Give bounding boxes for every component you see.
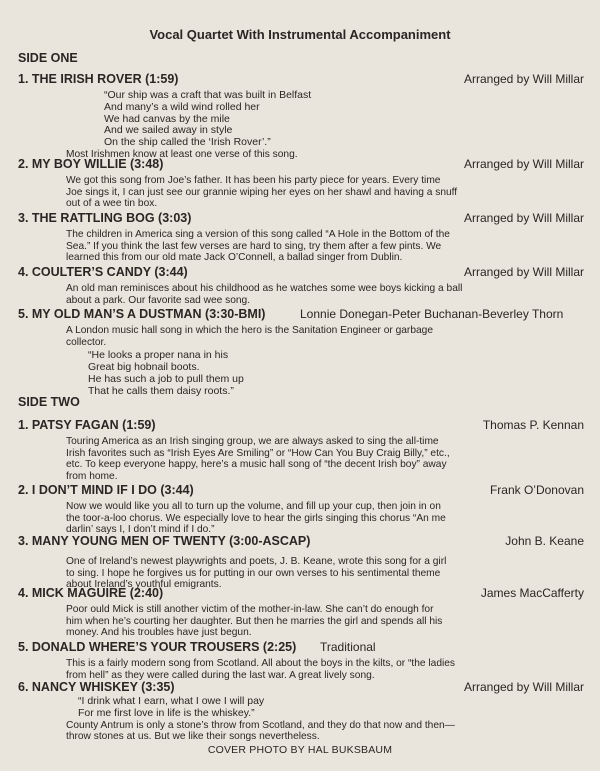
track-credit: Arranged by Will Millar: [463, 72, 584, 86]
track-side1-2: [18, 157, 584, 210]
track-credit: Arranged by Will Millar: [463, 157, 584, 171]
track-description: The children in America sing a version of this song called “A Hole in the Bottom of the Sea.” If you think the last few verses are hard to sing, try them after a few pints. We learned this from our old mate Jack O’Connell, a ballad singer from Dublin.: [66, 229, 450, 264]
track-description: One of Ireland’s newest playwrights and poets, J. B. Keane, wrote this song for a girl to sing. I hope he forgives us for putting in our own verses to his sentimental theme about Ireland’s youthful emigrants.: [66, 556, 447, 591]
track-title: 3. THE RATTLING BOG (3:03): [18, 211, 192, 225]
track-description: A London music hall song in which the hero is the Sanitation Engineer or garbage collector.: [66, 325, 433, 348]
track-title: 1. PATSY FAGAN (1:59): [18, 418, 156, 432]
track-side1-1: [18, 72, 584, 161]
track-credit: Arranged by Will Millar: [463, 265, 584, 279]
track-note: Most Irishmen know at least one verse of this song.: [66, 148, 298, 160]
track-credit: Thomas P. Kennan: [482, 418, 584, 432]
track-title: 5. MY OLD MAN’S A DUSTMAN (3:30-BMI): [18, 307, 266, 321]
track-description: Poor ould Mick is still another victim of the mother-in-law. She can’t do enough for him when he’s courting her daughter. But then he marries the girl and spends all his money. And his troubles have just begun.: [66, 604, 443, 639]
track-description: Touring America as an Irish singing group, we are always asked to sing the all-time Irish favorites such as “Irish Eyes Are Smiling” or “How Can You Buy Craig Billy,” etc., etc. To keep everyone happy, here’s a music hall song of “the decent Irish boy” away from home.: [66, 436, 450, 482]
track-title: 3. MANY YOUNG MEN OF TWENTY (3:00-ASCAP): [18, 534, 311, 548]
side-two-heading: SIDE TWO: [18, 395, 80, 409]
track-side2-4: [18, 586, 584, 639]
track-title: 4. MICK MAGUIRE (2:40): [18, 586, 164, 600]
track-description: This is a fairly modern song from Scotland. All about the boys in the kilts, or “the ladies from hell” as they were called during the last war. A great lively song.: [66, 658, 456, 681]
track-lyrics: “He looks a proper nana in his Great big hobnail boots. He has such a job to pull them up That he calls them daisy roots.”: [88, 349, 244, 397]
track-side2-6: [18, 680, 584, 743]
track-title: 2. MY BOY WILLIE (3:48): [18, 157, 164, 171]
track-side2-2: [18, 483, 584, 536]
track-description: An old man reminisces about his childhood as he watches some wee boys kicking a ball about a park. Our favorite sad wee song.: [66, 283, 463, 306]
track-lyrics: “I drink what I earn, what I owe I will pay For me first love in life is the whiskey.”: [78, 695, 265, 719]
track-side1-5: [18, 307, 584, 397]
track-credit: Frank O’Donovan: [489, 483, 584, 497]
track-note: County Antrum is only a stone’s throw from Scotland, and they do that now and then— throw stones at us. But we like their songs nevertheless.: [66, 719, 455, 743]
track-description: Now we would like you all to turn up the volume, and fill up your cup, then join in on the toor-a-loo chorus. We especially love to hear the girls singing this chorus “An me darlin’ says I, I don’t mind if I do.”: [66, 501, 446, 536]
track-side2-1: [18, 418, 584, 482]
track-title: 2. I DON’T MIND IF I DO (3:44): [18, 483, 194, 497]
track-credit: Traditional: [320, 640, 376, 654]
track-side2-3: [18, 534, 584, 591]
side-one-heading: SIDE ONE: [18, 51, 78, 65]
track-description: We got this song from Joe’s father. It has been his party piece for years. Every time Joe sings it, I can just see our grannie wiping her eyes on her shawl and having a snuff out of a wee tin box.: [66, 175, 458, 210]
track-title: 5. DONALD WHERE’S YOUR TROUSERS (2:25): [18, 640, 297, 654]
track-credit: James MacCafferty: [480, 586, 584, 600]
track-side1-3: [18, 211, 584, 264]
track-credit: Lonnie Donegan-Peter Buchanan-Beverley Thorn: [300, 307, 564, 321]
cover-photo-credit: COVER PHOTO BY HAL BUKSBAUM: [207, 744, 393, 756]
page-title: Vocal Quartet With Instrumental Accompaniment: [149, 27, 451, 42]
track-title: 4. COULTER’S CANDY (3:44): [18, 265, 188, 279]
track-side1-4: [18, 265, 584, 306]
track-credit: Arranged by Will Millar: [463, 211, 584, 225]
track-title: 1. THE IRISH ROVER (1:59): [18, 72, 179, 86]
track-side2-5: [18, 640, 584, 681]
track-credit: Arranged by Will Millar: [463, 680, 584, 694]
track-lyrics: “Our ship was a craft that was built in Belfast And many’s a wild wind rolled her We had canvas by the mile And we sailed away in style On the ship called the ‘Irish Rover’.”: [104, 89, 312, 149]
track-title: 6. NANCY WHISKEY (3:35): [18, 680, 175, 694]
track-credit: John B. Keane: [505, 534, 584, 548]
